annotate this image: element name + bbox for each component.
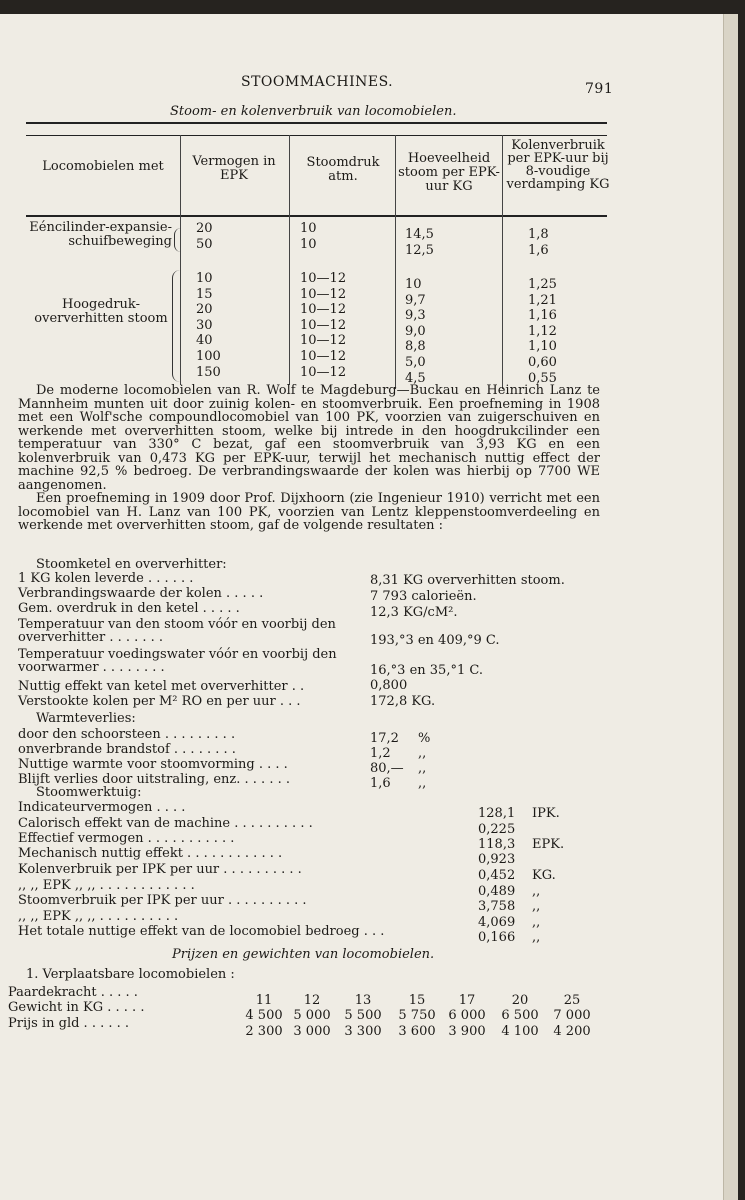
table-cell: 8,8 (405, 339, 426, 355)
table-cell: 30 (196, 317, 213, 333)
paragraph (18, 384, 600, 533)
running-title: STOOMMACHINES. (241, 74, 394, 90)
price-cell: 5 500 (344, 1008, 382, 1023)
loss-label: door den schoorsteen . . . . . . . . . (18, 727, 236, 742)
table-cell: 15 (196, 286, 213, 302)
price-cell: 4 500 (245, 1008, 283, 1023)
item-value: 16,°3 en 35,°1 C. (370, 663, 483, 678)
werktuig-label: Effectief vermogen . . . . . . . . . . . (18, 831, 235, 846)
werktuig-label: Stoomverbruik per IPK per uur . . . . . . . . . . (18, 893, 307, 908)
table-cell: 10 (405, 277, 422, 292)
werktuig-label: Calorisch effekt van de machine . . . . . . . . . . (18, 816, 313, 831)
werktuig-value: 0,225 (478, 822, 516, 837)
loss-unit: ,, (418, 746, 427, 761)
werktuig-unit: KG. (532, 868, 556, 883)
loss-value: 17,2 (370, 731, 399, 746)
price-cell: 4 200 (553, 1024, 591, 1039)
item-value: 12,3 KG/cM². (370, 605, 458, 620)
col-header-hoeveelheid: Hoeveelheid stoom per EPK-uur KG (398, 151, 500, 194)
brace (172, 270, 180, 382)
werktuig-label: ,, ,, EPK ,, ,, . . . . . . . . . . . . (18, 878, 195, 893)
table-cell: 1,8 (528, 227, 549, 242)
price-cell: 5 750 (398, 1008, 436, 1023)
loss-value: 1,2 (370, 746, 391, 761)
item-label: Verbrandingswaarde der kolen . . . . . (18, 586, 264, 601)
item-value: 8,31 KG oververhitten stoom. (370, 573, 565, 588)
col-header-kolenverbruik: Kolenverbruik per EPK-uur bij 8-voudige verdamping KG (506, 138, 610, 192)
item-value: 193,°3 en 409,°9 C. (370, 633, 500, 648)
table-cell: 12,5 (405, 243, 434, 258)
table-cell: 150 (196, 364, 221, 380)
price-cell: 11 (255, 993, 273, 1008)
item-label: Gem. overdruk in den ketel . . . . . (18, 601, 240, 616)
table-rule-mid (26, 215, 607, 217)
werktuig-label: Indicateurvermogen . . . . (18, 800, 186, 815)
brace (174, 228, 181, 252)
price-cell: 6 500 (501, 1008, 539, 1023)
table-cell: 5,0 (405, 355, 426, 370)
price-cell: 20 (511, 993, 529, 1008)
table-cell: 14,5 (405, 227, 434, 242)
werktuig-value: 0,166 (478, 930, 516, 945)
table-caption: Stoom- en kolenverbruik van locomobielen. (170, 104, 457, 119)
paragraph-text: Een proefneming in 1909 door Prof. Dijxhoorn (zie Ingenieur 1910) verricht met een locomobiel van H. Lanz van 100 PK, voorzien van Lentz kleppenstoomverdeeling en werkende met oververhitten stoom, gaf de volgende resultaten : (18, 491, 600, 533)
price-cell: 15 (408, 993, 426, 1008)
loss-label: onverbrande brandstof . . . . . . . . (18, 742, 236, 757)
page-number: 791 (585, 81, 614, 97)
price-row-label: Paardekracht . . . . . (8, 985, 138, 1000)
werktuig-value: 4,069 (478, 915, 516, 930)
table-cell: 0,60 (528, 355, 557, 370)
col-divider (180, 135, 181, 385)
price-cell: 25 (563, 993, 581, 1008)
loss-value: 80,— (370, 761, 404, 776)
werktuig-value: 0,452 (478, 868, 516, 883)
item-value: 7 793 calorieën. (370, 589, 477, 604)
paragraph-text: De moderne locomobielen van R. Wolf te Magdeburg—Buckau en Heinrich Lanz te Mannheim munten uit door zuinig kolen- en stoomverbruik. Een proefneming in 1908 met een Wolf'sche compoundlocomobiel van 100 PK, voorzien van zuigerschuiven en werkende met oververhitten stoom, welke bij intrede in den hoogdrukcilinder een temperatuur van 330° C bezat, gaf een stoomverbruik van 3,93 KG en een kolenverbruik van 0,473 KG per EPK-uur, terwijl het mechanisch nuttig effect der machine 92,5 % bedroeg. De verbrandingswaarde der kolen was hierbij op 7700 WE aangenomen. (18, 383, 600, 493)
table-cell: 100 (196, 349, 221, 364)
loss-unit: ,, (418, 776, 427, 791)
price-row-label: Prijs in gld . . . . . . (8, 1016, 130, 1031)
loss-label: Blijft verlies door uitstraling, enz. . . . . . . (18, 772, 290, 787)
werktuig-label: ,, ,, EPK ,, ,, . . . . . . . . . . (18, 909, 179, 924)
table-cell: 10—12 (300, 317, 347, 333)
werktuig-unit: ,, (532, 930, 541, 945)
item-label: 1 KG kolen leverde . . . . . . (18, 571, 194, 586)
table-cell: 50 (196, 237, 213, 252)
table-cell: 10 (196, 271, 213, 286)
loss-label: Nuttige warmte voor stoomvorming . . . . (18, 757, 288, 772)
price-cell: 3 600 (398, 1024, 436, 1039)
col-header-locomobielen: Locomobielen met (42, 159, 164, 174)
price-cell: 13 (354, 993, 372, 1008)
werktuig-label: Mechanisch nuttig effekt . . . . . . . . . . . . (18, 846, 283, 861)
price-cell: 3 000 (293, 1024, 331, 1039)
table-cell: 10 (300, 221, 317, 236)
table-cell: 1,25 (528, 277, 557, 292)
table-cell: 9,0 (405, 323, 426, 339)
row-group-label-1: Eéncilinder-expansie-schuifbeweging (29, 220, 172, 249)
col-header-stoomdruk: Stoomdruk atm. (306, 155, 380, 184)
table-cell: 1,12 (528, 323, 557, 339)
price-row-label: Gewicht in KG . . . . . (8, 1000, 145, 1015)
item-value: 0,800 (370, 678, 408, 693)
price-cell: 3 900 (448, 1024, 486, 1039)
table-cell: 10—12 (300, 271, 347, 286)
table-cell: 20 (196, 221, 213, 236)
table-cell: 0,55 (528, 370, 557, 386)
table-cell: 1,16 (528, 308, 557, 324)
price-cell: 5 000 (293, 1008, 331, 1023)
table-cell: 10—12 (300, 302, 347, 318)
section-heading: Stoomketel en oververhitter: (36, 557, 227, 572)
loss-value: 1,6 (370, 776, 391, 791)
item-label: Nuttig effekt van ketel met oververhitter . . (18, 679, 305, 694)
row-group-label-2: Hoogedruk-oververhitten stoom (34, 297, 168, 326)
table-cell: 9,7 (405, 292, 426, 308)
page-edge (723, 14, 738, 1200)
werktuig-unit: IPK. (532, 806, 560, 821)
loss-unit: ,, (418, 761, 427, 776)
price-cell: 12 (303, 993, 321, 1008)
werktuig-unit: EPK. (532, 837, 565, 852)
werktuig-value: 0,923 (478, 852, 516, 867)
price-cell: 7 000 (553, 1008, 591, 1023)
table-rule-head (26, 135, 607, 136)
table-cell: 4,5 (405, 370, 426, 386)
price-cell: 3 300 (344, 1024, 382, 1039)
table-rule-top (26, 122, 607, 124)
werktuig-unit: ,, (532, 915, 541, 930)
table-cell: 40 (196, 333, 213, 349)
item-label: Temperatuur van den stoom vóór en voorbij den oververhitter . . . . . . . (18, 617, 336, 645)
table-cell: 10 (300, 237, 317, 252)
werktuig-value: 118,3 (478, 837, 516, 852)
item-label: Temperatuur voedingswater vóór en voorbij den voorwarmer . . . . . . . . (18, 647, 337, 675)
table-caption: Prijzen en gewichten van locomobielen. (172, 947, 435, 962)
werktuig-value: 128,1 (478, 806, 516, 821)
table-cell: 10—12 (300, 364, 347, 380)
werktuig-unit: ,, (532, 899, 541, 914)
loss-unit: % (418, 731, 431, 746)
werktuig-label: Kolenverbruik per IPK per uur . . . . . . . . . . (18, 862, 302, 877)
werktuig-unit: ,, (532, 884, 541, 899)
item-label: Verstookte kolen per M² RO en per uur . . . (18, 694, 301, 709)
werktuig-value: 3,758 (478, 899, 516, 914)
table-cell: 10—12 (300, 333, 347, 349)
table-cell: 1,6 (528, 243, 549, 258)
col-header-vermogen: Vermogen in EPK (192, 154, 276, 183)
table-cell: 10—12 (300, 349, 347, 364)
subheading: 1. Verplaatsbare locomobielen : (26, 967, 235, 982)
col-divider (289, 135, 290, 385)
price-cell: 17 (458, 993, 476, 1008)
col-divider (395, 135, 396, 389)
section-heading: Stoomwerktuig: (36, 785, 142, 800)
price-cell: 6 000 (448, 1008, 486, 1023)
werktuig-label: Het totale nuttige effekt van de locomobiel bedroeg . . . (18, 924, 385, 939)
table-cell: 20 (196, 302, 213, 318)
subsection-heading: Warmteverlies: (36, 711, 136, 726)
price-cell: 4 100 (501, 1024, 539, 1039)
table-cell: 1,10 (528, 339, 557, 355)
werktuig-value: 0,489 (478, 884, 516, 899)
price-cell: 2 300 (245, 1024, 283, 1039)
table-cell: 1,21 (528, 292, 557, 308)
table-cell: 9,3 (405, 308, 426, 324)
table-cell: 10—12 (300, 286, 347, 302)
item-value: 172,8 KG. (370, 694, 436, 709)
